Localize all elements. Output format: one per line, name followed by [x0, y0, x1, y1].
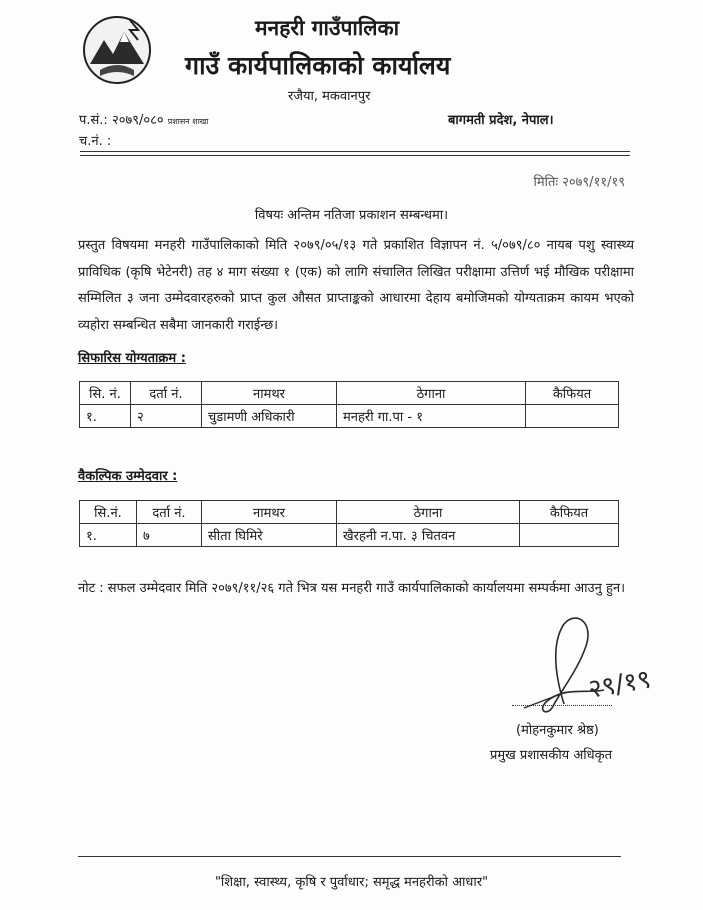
column-header: ठेगाना	[337, 501, 520, 524]
table-cell: चुडामणी अधिकारी	[202, 405, 337, 428]
note-paragraph: नोट : सफल उम्मेदवार मिति २०७९/११/२६ गते भित्र यस मनहरी गाउँ कार्यपालिकाको कार्यालयमा सम्पर्कमा आउनु हुन।	[78, 581, 625, 596]
alternate-table	[79, 500, 619, 547]
table-cell: सीता घिमिरे	[202, 524, 337, 547]
column-header: नामथर	[202, 501, 337, 524]
table-cell	[520, 524, 619, 547]
signatory-title: प्रमुख प्रशासकीय अधिकृत	[490, 748, 613, 763]
handwritten-signature	[494, 612, 684, 716]
body-paragraph: प्रस्तुत विषयमा मनहरी गाउँपालिकाको मिति २०७९/०५/१३ गते प्रकाशित विज्ञापन नं. ५/०७९/८० नायब पशु स्वास्थ्य प्राविधिक (कृषि भेटेनरी) तह ४ माग संख्या १ (एक) को लागि संचालित लिखित परीक्षामा उत्तिर्ण भई मौखिक परीक्षामा सम्मिलित ३ जना उम्मेदवारहरुको प्राप्त कुल औसत प्राप्ताङ्कको आधारमा देहाय बमोजिमको योग्यताक्रम कायम भएको व्यहोरा सम्बन्धित सबैमा जानकारी गराईन्छ।	[78, 238, 634, 333]
signatory-name: (मोहनकुमार श्रेष्ठ)	[516, 723, 599, 738]
footer-divider	[78, 856, 621, 857]
table-cell: ७	[137, 524, 202, 547]
table-row	[80, 405, 619, 428]
table-cell: खैरहनी न.पा. ३ चितवन	[337, 524, 520, 547]
table-row	[80, 524, 619, 547]
handwritten-date: २९/१९	[586, 664, 654, 705]
alternate-heading: वैकल्पिक उम्मेदवार :	[78, 469, 178, 484]
table-header-row	[80, 382, 619, 405]
reference-number-text: प.सं.: २०७९/०८०	[79, 113, 164, 128]
column-header: दर्ता नं.	[131, 382, 202, 405]
table-cell	[526, 405, 619, 428]
column-header: कैफियत	[520, 501, 619, 524]
column-header: ठेगाना	[337, 382, 526, 405]
office-address: रजैया, मकवानपुर	[288, 89, 371, 104]
recommended-table	[79, 381, 619, 428]
letter-subject: विषयः अन्तिम नतिजा प्रकाशन सम्बन्धमा।	[254, 208, 449, 223]
table-cell: १.	[80, 405, 131, 428]
recommended-heading: सिफारिस योग्यताक्रम :	[78, 351, 186, 366]
letter-date: मितिः २०७९/११/१९	[533, 175, 625, 190]
column-header: कैफियत	[526, 382, 619, 405]
dispatch-number: च.नं. :	[79, 134, 112, 149]
column-header: सि.नं.	[80, 501, 137, 524]
municipality-name: मनहरी गाउँपालिका	[255, 16, 400, 40]
footer-slogan: "शिक्षा, स्वास्थ्य, कृषि र पुर्वाधार; समृद्ध मनहरीको आधार"	[214, 875, 489, 890]
column-header: नामथर	[202, 382, 337, 405]
table-cell: १.	[80, 524, 137, 547]
reference-number	[79, 110, 208, 128]
table-header-row	[80, 501, 619, 524]
province-label: बागमती प्रदेश, नेपाल।	[448, 113, 554, 128]
table-cell: मनहरी गा.पा - १	[337, 405, 526, 428]
government-emblem-icon	[80, 12, 154, 86]
header-divider-thin	[80, 155, 630, 156]
column-header: सि. नं.	[80, 382, 131, 405]
reference-branch: प्रशासन शाखा	[167, 117, 209, 126]
table-cell: २	[131, 405, 202, 428]
column-header: दर्ता नं.	[137, 501, 202, 524]
signature-line	[512, 705, 612, 706]
office-name: गाउँ कार्यपालिकाको कार्यालय	[185, 51, 451, 80]
header-divider	[80, 151, 630, 152]
